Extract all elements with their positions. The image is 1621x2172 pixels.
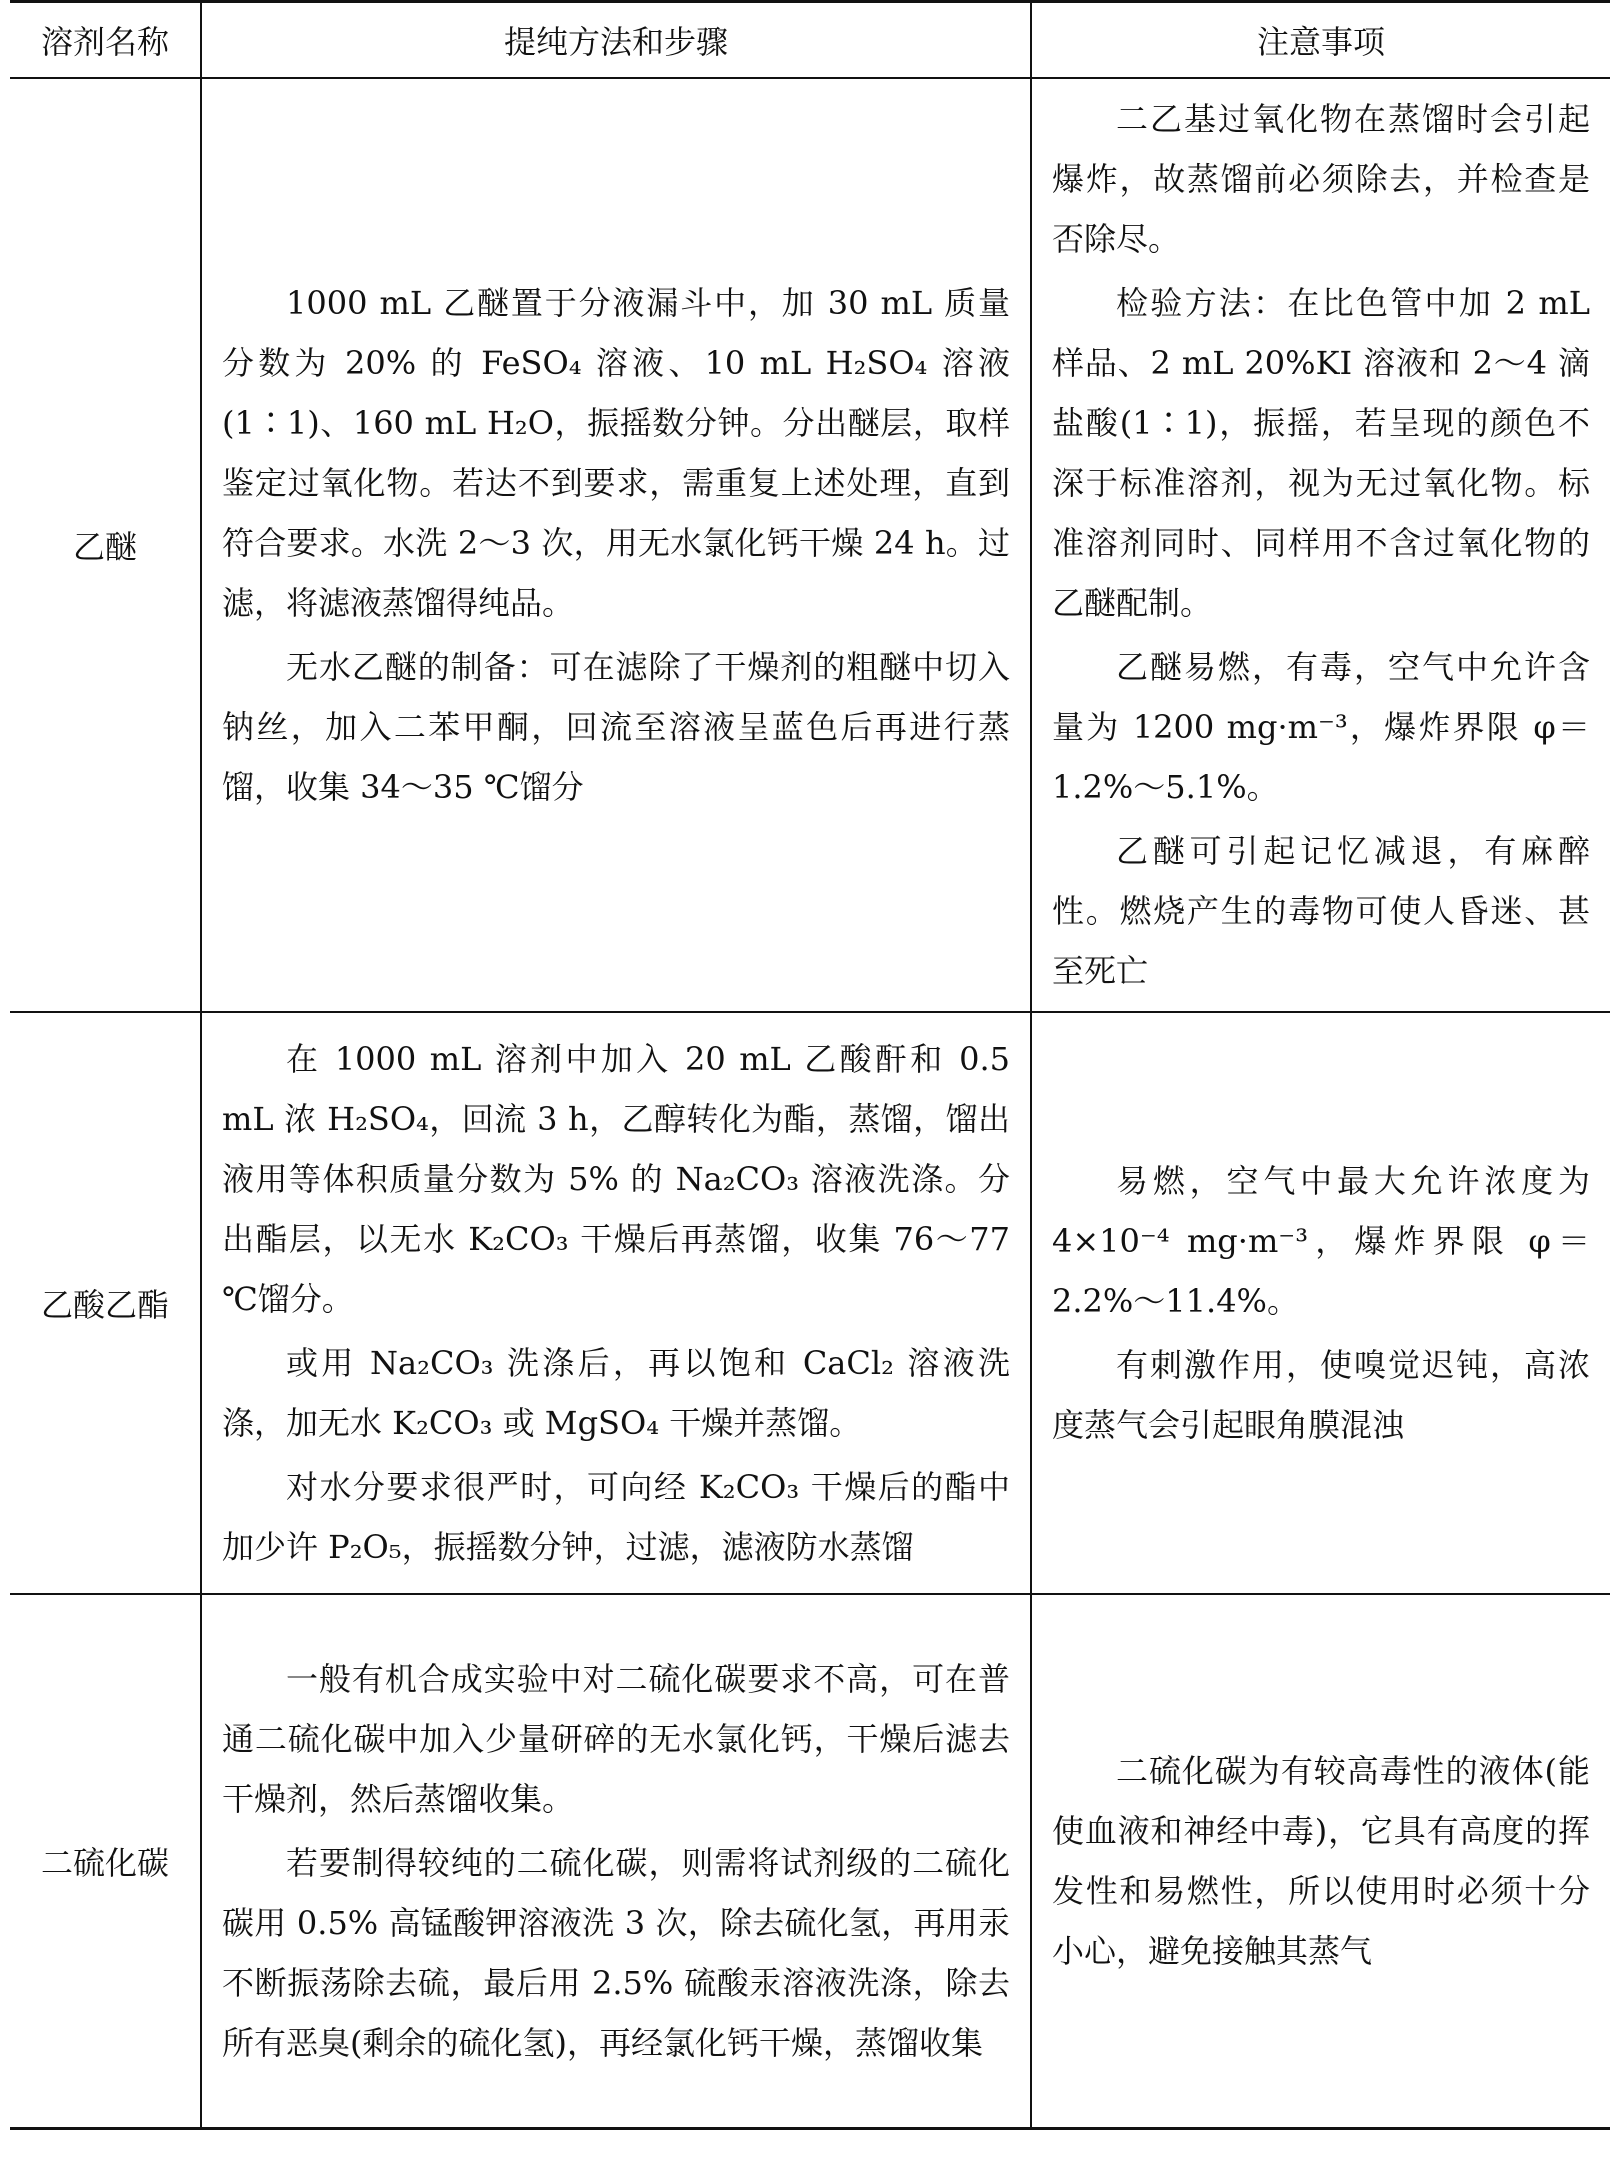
solvent-name-cell: 乙醚 <box>10 78 201 1012</box>
header-purification-method: 提纯方法和步骤 <box>201 2 1031 79</box>
solvent-name-cell: 二硫化碳 <box>10 1594 201 2128</box>
notes-paragraph: 有刺激作用，使嗅觉迟钝，高浓度蒸气会引起眼角膜混浊 <box>1052 1346 1590 1444</box>
notes-paragraph: 乙醚易燃，有毒，空气中允许含量为 1200 mg·m⁻³，爆炸界限 φ＝1.2%～5.1%。 <box>1052 648 1590 806</box>
table-row <box>10 1594 1610 2128</box>
header-notes: 注意事项 <box>1031 2 1610 79</box>
notes-cell <box>1031 78 1610 1012</box>
notes-cell <box>1031 1594 1610 2128</box>
notes-paragraph: 二硫化碳为有较高毒性的液体(能使血液和神经中毒)，它具有高度的挥发性和易燃性，所以使用时必须十分小心，避免接触其蒸气 <box>1052 1751 1590 1970</box>
method-paragraph: 在 1000 mL 溶剂中加入 20 mL 乙酸酐和 0.5 mL 浓 H₂SO₄，回流 3 h，乙醇转化为酯，蒸馏，馏出液用等体积质量分数为 5% 的 Na₂CO₃ 溶液洗涤。分出酯层，以无水 K₂CO₃ 干燥后再蒸馏，收集 76～77 ℃馏分。 <box>222 1040 1010 1318</box>
table-row <box>10 78 1610 1012</box>
method-paragraph: 无水乙醚的制备：可在滤除了干燥剂的粗醚中切入钠丝，加入二苯甲酮，回流至溶液呈蓝色后再进行蒸馏，收集 34～35 ℃馏分 <box>222 648 1010 806</box>
method-paragraph: 若要制得较纯的二硫化碳，则需将试剂级的二硫化碳用 0.5% 高锰酸钾溶液洗 3 次，除去硫化氢，再用汞不断振荡除去硫，最后用 2.5% 硫酸汞溶液洗涤，除去所有恶臭(剩余的硫化氢)，再经氯化钙干燥，蒸馏收集 <box>222 1843 1010 2062</box>
notes-paragraph: 易燃，空气中最大允许浓度为 4×10⁻⁴ mg·m⁻³，爆炸界限 φ＝2.2%～11.4%。 <box>1052 1162 1590 1320</box>
method-cell <box>201 1594 1031 2128</box>
method-paragraph: 对水分要求很严时，可向经 K₂CO₃ 干燥后的酯中加少许 P₂O₅，振摇数分钟，过滤，滤液防水蒸馏 <box>222 1468 1010 1566</box>
notes-paragraph: 二乙基过氧化物在蒸馏时会引起爆炸，故蒸馏前必须除去，并检查是否除尽。 <box>1052 100 1590 258</box>
notes-cell <box>1031 1012 1610 1594</box>
method-paragraph: 或用 Na₂CO₃ 洗涤后，再以饱和 CaCl₂ 溶液洗涤，加无水 K₂CO₃ 或 MgSO₄ 干燥并蒸馏。 <box>222 1344 1010 1442</box>
solvent-purification-table <box>10 0 1610 2130</box>
method-paragraph: 一般有机合成实验中对二硫化碳要求不高，可在普通二硫化碳中加入少量研碎的无水氯化钙，干燥后滤去干燥剂，然后蒸馏收集。 <box>222 1659 1010 1818</box>
notes-paragraph: 乙醚可引起记忆减退，有麻醉性。燃烧产生的毒物可使人昏迷、甚至死亡 <box>1052 832 1590 990</box>
solvent-name-cell: 乙酸乙酯 <box>10 1012 201 1594</box>
table-header-row <box>10 2 1610 79</box>
header-solvent-name: 溶剂名称 <box>10 2 201 79</box>
method-cell <box>201 1012 1031 1594</box>
method-paragraph: 1000 mL 乙醚置于分液漏斗中，加 30 mL 质量分数为 20% 的 FeSO₄ 溶液、10 mL H₂SO₄ 溶液(1∶1)、160 mL H₂O，振摇数分钟。分出醚层，取样鉴定过氧化物。若达不到要求，需重复上述处理，直到符合要求。水洗 2～3 次，用无水氯化钙干燥 24 h。过滤，将滤液蒸馏得纯品。 <box>222 284 1010 622</box>
table-row <box>10 1012 1610 1594</box>
document-page <box>10 0 1610 2160</box>
notes-paragraph: 检验方法：在比色管中加 2 mL 样品、2 mL 20%KI 溶液和 2～4 滴盐酸(1∶1)，振摇，若呈现的颜色不深于标准溶剂，视为无过氧化物。标准溶剂同时、同样用不含过氧化物的乙醚配制。 <box>1052 284 1590 622</box>
method-cell <box>201 78 1031 1012</box>
